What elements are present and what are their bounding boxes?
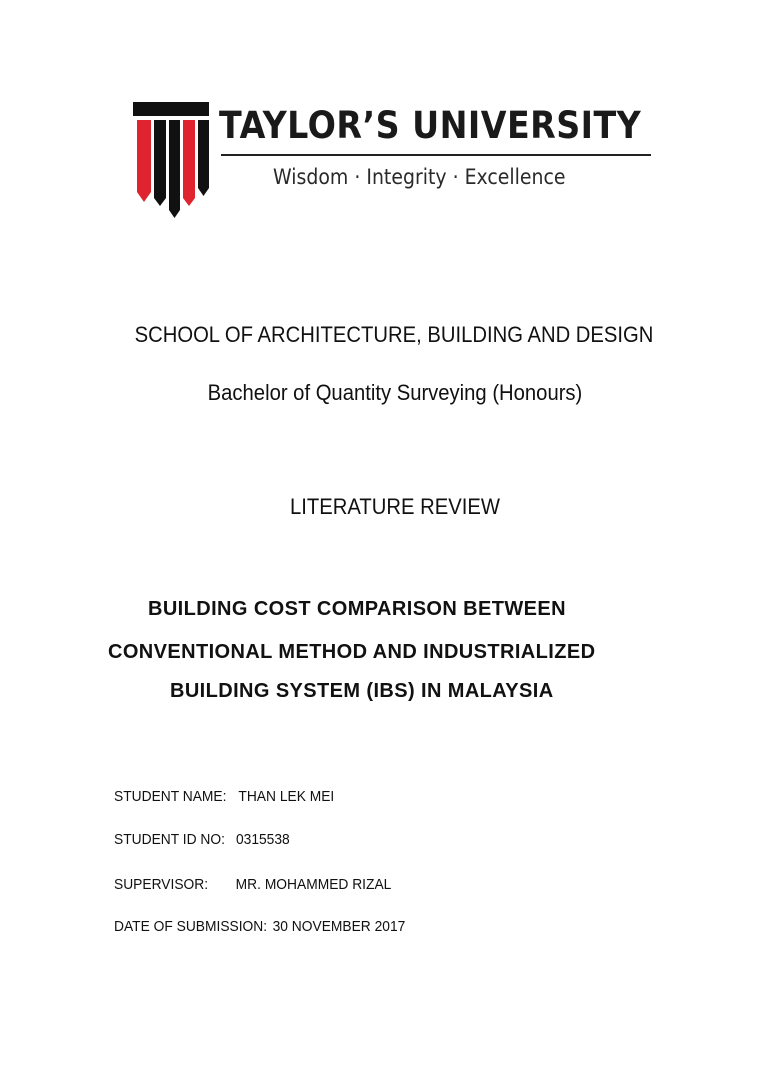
student-name-label: STUDENT NAME: bbox=[114, 788, 227, 805]
university-crest-icon bbox=[133, 102, 209, 218]
university-wordmark: TAYLOR’S UNIVERSITY bbox=[219, 104, 642, 147]
submission-date-row bbox=[114, 918, 405, 935]
student-name-row bbox=[114, 788, 334, 805]
university-logo bbox=[133, 100, 653, 220]
student-id-row bbox=[114, 831, 290, 848]
logo-divider bbox=[221, 154, 651, 156]
title-line: BUILDING SYSTEM (IBS) IN MALAYSIA bbox=[170, 680, 554, 702]
degree-name: Bachelor of Quantity Surveying (Honours) bbox=[207, 380, 583, 405]
submission-date-label: DATE OF SUBMISSION: bbox=[114, 918, 268, 935]
student-id-value: 0315538 bbox=[235, 831, 290, 848]
submission-date-value: 30 NOVEMBER 2017 bbox=[272, 918, 406, 935]
document-type: LITERATURE REVIEW bbox=[290, 494, 500, 519]
student-name-value: THAN LEK MEI bbox=[238, 788, 335, 805]
title-line: CONVENTIONAL METHOD AND INDUSTRIALIZED bbox=[108, 641, 596, 663]
title-line: BUILDING COST COMPARISON BETWEEN bbox=[148, 598, 566, 620]
supervisor-row bbox=[114, 876, 391, 893]
university-tagline: Wisdom · Integrity · Excellence bbox=[273, 165, 566, 189]
student-id-label: STUDENT ID NO: bbox=[114, 831, 225, 848]
school-name: SCHOOL OF ARCHITECTURE, BUILDING AND DESIGN bbox=[134, 322, 654, 347]
supervisor-value: MR. MOHAMMED RIZAL bbox=[235, 876, 392, 893]
supervisor-label: SUPERVISOR: bbox=[114, 876, 209, 893]
